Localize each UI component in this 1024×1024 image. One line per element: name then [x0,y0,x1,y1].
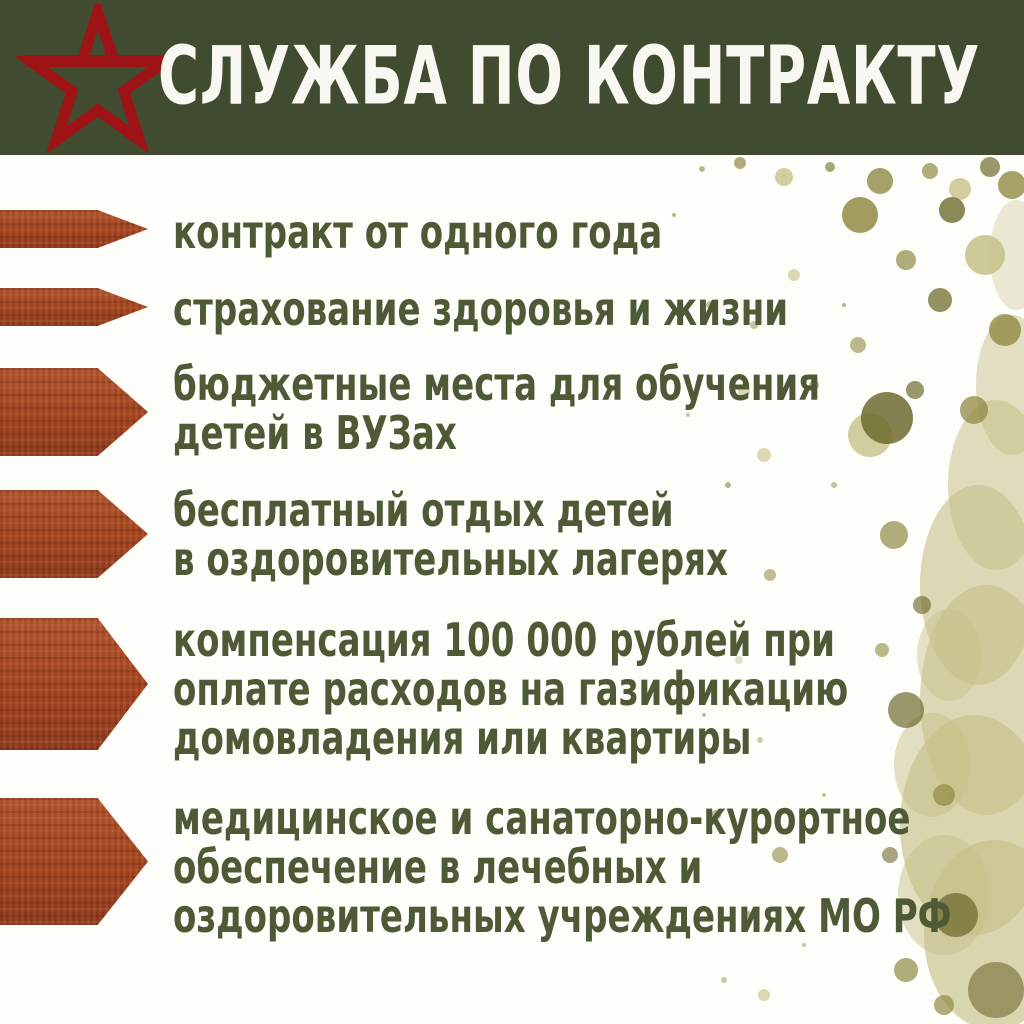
benefit-line: оздоровительных учреждениях МО РФ [173,889,952,943]
arrow-bullet-icon [0,368,148,456]
benefit-line: обеспечение в лечебных и [173,840,703,894]
arrow-bullet-icon [0,618,148,750]
benefit-line: медицинское и санаторно-курортное [173,791,911,845]
benefit-text [173,205,663,259]
benefit-text [173,357,821,460]
arrow-bullet-icon [0,798,148,925]
benefit-line: страхование здоровья и жизни [173,282,789,336]
poster-title [158,29,1024,122]
arrow-bullet-icon [0,288,148,326]
header-band [0,0,1024,155]
benefit-line: компенсация 100 000 рублей при [173,613,835,667]
arrow-bullet-icon [0,490,148,578]
benefit-line: бесплатный отдых детей [173,483,674,537]
benefit-line: оплате расходов на газификацию [173,662,849,716]
poster-title-text: СЛУЖБА ПО КОНТРАКТУ [158,29,981,123]
arrow-bullet-icon [0,210,148,248]
benefit-line: контракт от одного года [173,205,663,259]
benefit-line: бюджетные места для обучения [173,357,821,411]
benefit-line: домовладения или квартиры [173,711,752,765]
benefit-text [173,613,849,765]
army-star-icon [10,4,170,152]
benefit-text [173,791,952,943]
benefit-line: детей в ВУЗах [173,406,457,460]
benefit-text [173,282,789,336]
benefit-text [173,483,728,586]
benefit-line: в оздоровительных лагерях [173,532,728,586]
